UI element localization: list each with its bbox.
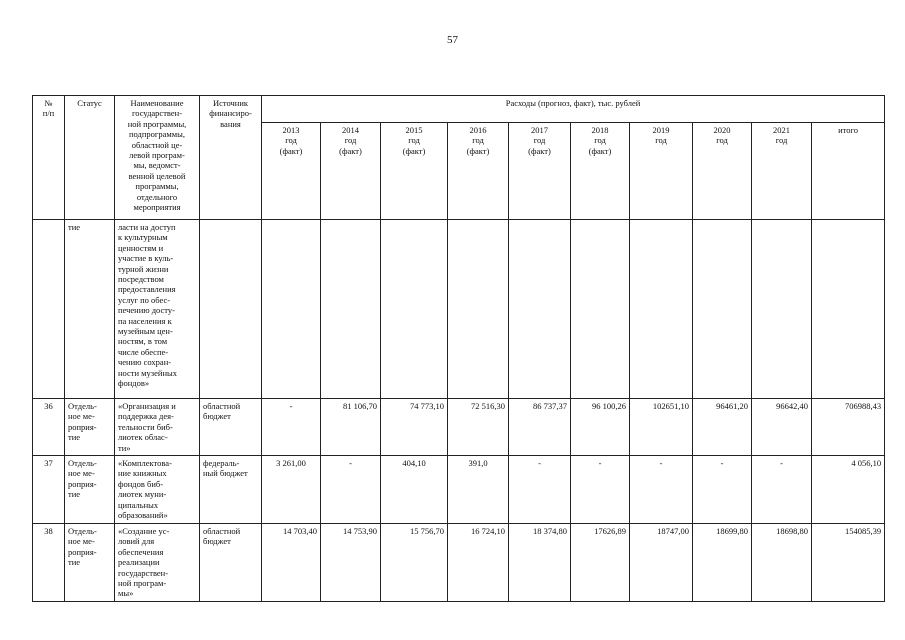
cell-status: тие — [65, 220, 115, 399]
cell-value-2020: 18699,80 — [693, 524, 752, 602]
cell-name: «Комплектова- ние книжных фондов биб- лиотек муни- ципальных образований» — [115, 456, 200, 524]
cell-value-2019: 18747,00 — [630, 524, 693, 602]
cell-value-2021: 18698,80 — [752, 524, 812, 602]
cell-value-2020: 96461,20 — [693, 399, 752, 456]
cell-value-2019: - — [630, 456, 693, 524]
cell-value — [752, 220, 812, 399]
cell-value-2015: 74 773,10 — [381, 399, 448, 456]
cell-value — [571, 220, 630, 399]
header-year-2017: 2017 год (факт) — [509, 123, 571, 220]
table-row-38 — [33, 524, 885, 602]
cell-value-2019: 102651,10 — [630, 399, 693, 456]
cell-num: 38 — [33, 524, 65, 602]
table-row-36 — [33, 399, 885, 456]
cell-value-2015: 15 756,70 — [381, 524, 448, 602]
header-year-2016: 2016 год (факт) — [448, 123, 509, 220]
cell-value-2020: - — [693, 456, 752, 524]
cell-value-2013: 3 261,00 — [262, 456, 321, 524]
cell-value-2013: 14 703,40 — [262, 524, 321, 602]
cell-name: ласти на доступ к культурным ценностям и участие в куль- турной жизни посредством предоставления услуг по обес- печению досту- па населения к музейным цен- ностям, в том числе обеспе- чению сохран- ности музейных фондов» — [115, 220, 200, 399]
cell-status: Отдель- ное ме- роприя- тие — [65, 399, 115, 456]
page-number: 57 — [447, 34, 458, 46]
cell-value-2013: - — [262, 399, 321, 456]
cell-value-2018: 17626,89 — [571, 524, 630, 602]
cell-num — [33, 220, 65, 399]
cell-source: областной бюджет — [200, 524, 262, 602]
cell-value-2014: - — [321, 456, 381, 524]
cell-value — [812, 220, 885, 399]
cell-value-2021: 96642,40 — [752, 399, 812, 456]
table-row-continuation — [33, 220, 885, 399]
cell-value-2018: 96 100,26 — [571, 399, 630, 456]
cell-value-2016: 16 724,10 — [448, 524, 509, 602]
cell-value-2017: 18 374,80 — [509, 524, 571, 602]
cell-value-total: 154085,39 — [812, 524, 885, 602]
header-year-2020: 2020 год — [693, 123, 752, 220]
cell-value-total: 4 056,10 — [812, 456, 885, 524]
header-name: Наименование государствен- ной программы, подпрограммы, областной це- левой програм- мы, ведомст- венной целевой программы, отдельного мероприятия — [115, 96, 200, 220]
table-row-37 — [33, 456, 885, 524]
cell-source: областной бюджет — [200, 399, 262, 456]
cell-name: «Организация и поддержка дея- тельности биб- лиотек облас- ти» — [115, 399, 200, 456]
header-expenses: Расходы (прогноз, факт), тыс. рублей — [262, 96, 885, 123]
cell-value — [448, 220, 509, 399]
header-year-2014: 2014 год (факт) — [321, 123, 381, 220]
header-year-2019: 2019 год — [630, 123, 693, 220]
cell-value-2017: 86 737,37 — [509, 399, 571, 456]
header-status: Статус — [65, 96, 115, 220]
cell-source — [200, 220, 262, 399]
cell-value-2018: - — [571, 456, 630, 524]
cell-value-total: 706988,43 — [812, 399, 885, 456]
cell-value — [381, 220, 448, 399]
header-total: итого — [812, 123, 885, 220]
cell-value-2016: 391,0 — [448, 456, 509, 524]
cell-status: Отдель- ное ме- роприя- тие — [65, 524, 115, 602]
cell-value — [509, 220, 571, 399]
header-year-2015: 2015 год (факт) — [381, 123, 448, 220]
cell-source: федераль- ный бюджет — [200, 456, 262, 524]
header-year-2013: 2013 год (факт) — [262, 123, 321, 220]
cell-value — [630, 220, 693, 399]
cell-value-2014: 14 753,90 — [321, 524, 381, 602]
cell-value — [262, 220, 321, 399]
cell-value-2015: 404,10 — [381, 456, 448, 524]
header-year-2021: 2021 год — [752, 123, 812, 220]
header-source: Источник финансиро- вания — [200, 96, 262, 220]
cell-value-2016: 72 516,30 — [448, 399, 509, 456]
cell-value-2014: 81 106,70 — [321, 399, 381, 456]
budget-table — [32, 95, 885, 602]
header-year-2018: 2018 год (факт) — [571, 123, 630, 220]
cell-value-2021: - — [752, 456, 812, 524]
cell-num: 36 — [33, 399, 65, 456]
header-row — [33, 96, 885, 123]
cell-value-2017: - — [509, 456, 571, 524]
cell-value — [321, 220, 381, 399]
cell-num: 37 — [33, 456, 65, 524]
cell-name: «Создание ус- ловий для обеспечения реализации государствен- ной програм- мы» — [115, 524, 200, 602]
cell-value — [693, 220, 752, 399]
cell-status: Отдель- ное ме- роприя- тие — [65, 456, 115, 524]
header-num: № п/п — [33, 96, 65, 220]
